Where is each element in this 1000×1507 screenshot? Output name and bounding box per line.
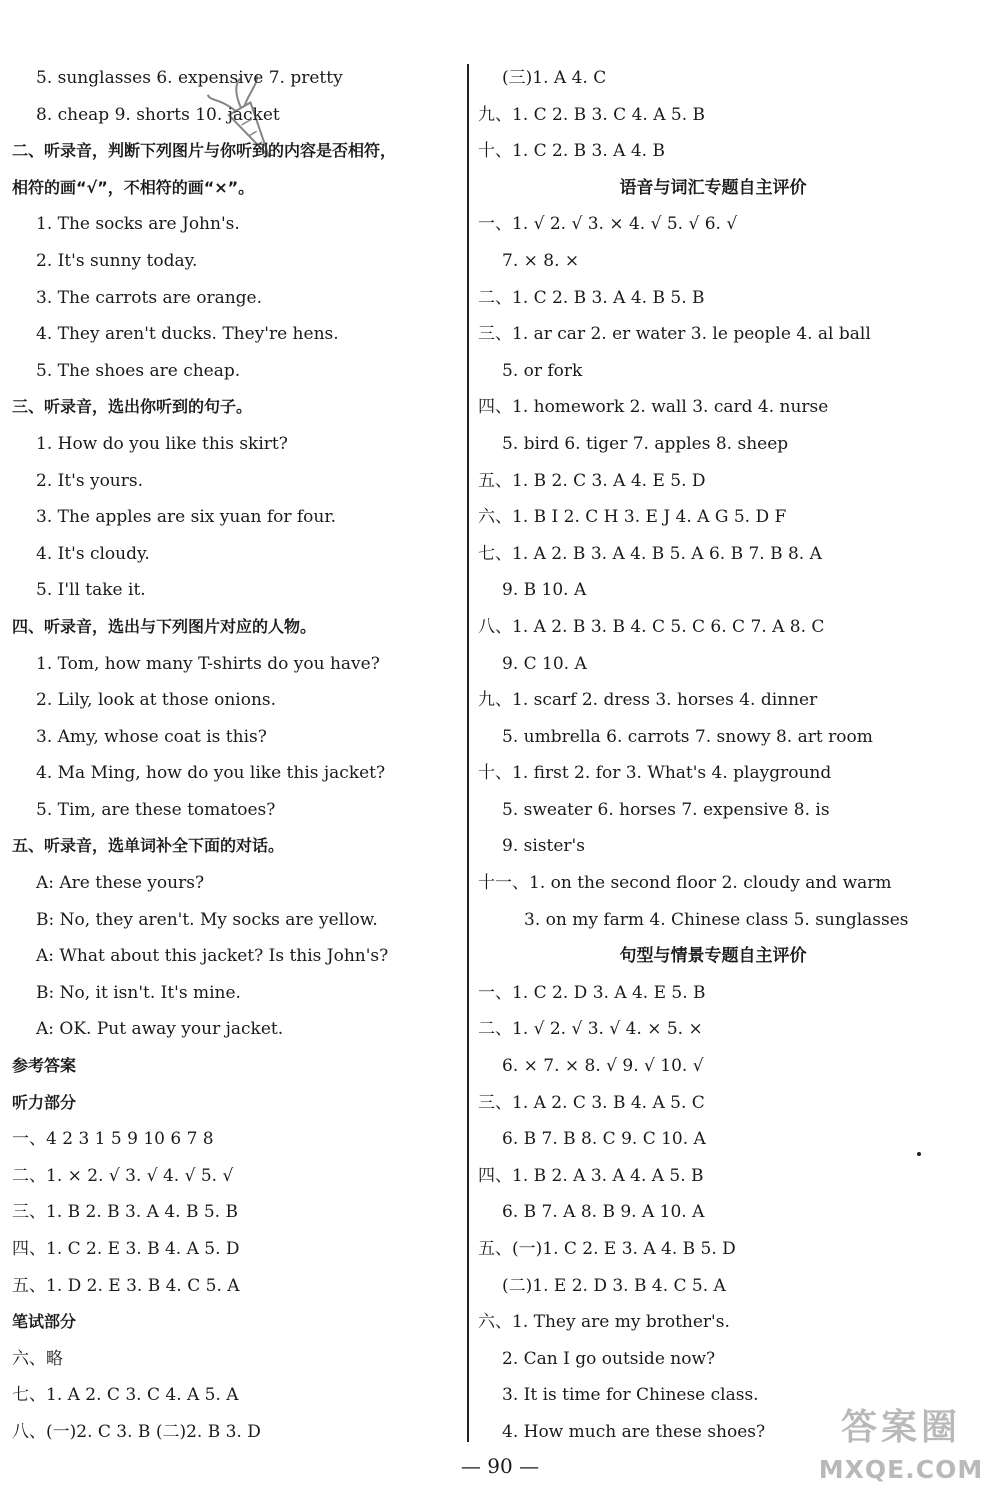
text-line: 5. sweater 6. horses 7. expensive 8. is <box>502 799 830 820</box>
text-line: 七、1. A 2. B 3. A 4. B 5. A 6. B 7. B 8. A <box>478 543 822 564</box>
text-line: 2. It's sunny today. <box>36 250 198 271</box>
text-line: 9. sister's <box>502 836 585 857</box>
text-line: 十、1. first 2. for 3. What's 4. playground <box>478 763 832 784</box>
section-heading: 二、听录音，判断下列图片与你听到的内容是否相符， <box>12 141 397 161</box>
text-line: 3. It is time for Chinese class. <box>502 1385 759 1406</box>
text-line: 3. The apples are six yuan for four. <box>36 507 337 528</box>
text-line: 2. It's yours. <box>36 470 144 491</box>
text-line: 5. I'll take it. <box>36 580 146 601</box>
text-line: 九、1. C 2. B 3. C 4. A 5. B <box>478 104 706 125</box>
text-line: (二)1. E 2. D 3. B 4. C 5. A <box>502 1275 726 1296</box>
text-line: 6. B 7. B 8. C 9. C 10. A <box>502 1129 706 1150</box>
text-line: 7. × 8. × <box>502 250 580 271</box>
text-line: 二、1. √ 2. √ 3. √ 4. × 5. × <box>478 1019 703 1040</box>
text-line: A: OK. Put away your jacket. <box>36 1019 284 1040</box>
text-line: 五、(一)1. C 2. E 3. A 4. B 5. D <box>478 1239 736 1259</box>
text-line: 9. B 10. A <box>502 580 587 601</box>
text-line: 十一、1. on the second floor 2. cloudy and warm <box>478 873 892 894</box>
text-line: B: No, it isn't. It's mine. <box>36 982 241 1003</box>
text-line: 4. They aren't ducks. They're hens. <box>36 324 339 345</box>
text-line: 1. How do you like this skirt? <box>36 433 288 454</box>
text-line: 一、1. √ 2. √ 3. × 4. √ 5. √ 6. √ <box>478 214 738 235</box>
section-heading: 五、听录音，选单词补全下面的对话。 <box>12 836 285 856</box>
text-line: 一、1. C 2. D 3. A 4. E 5. B <box>478 982 706 1003</box>
watermark-url: MXQE.COM <box>818 1455 984 1484</box>
section-heading: 笔试部分 <box>12 1312 77 1332</box>
text-line: (三)1. A 4. C <box>502 68 607 88</box>
section-heading: 语音与词汇专题自主评价 <box>619 177 807 198</box>
text-line: 3. Amy, whose coat is this? <box>36 726 267 747</box>
text-line: 6. B 7. A 8. B 9. A 10. A <box>502 1202 705 1223</box>
stray-dot <box>917 1152 921 1156</box>
text-line: 1. The socks are John's. <box>36 214 240 235</box>
text-line: 四、1. B 2. A 3. A 4. A 5. B <box>478 1165 704 1186</box>
text-line: 五、1. B 2. C 3. A 4. E 5. D <box>478 470 706 491</box>
watermark-logo <box>812 1404 990 1500</box>
text-line: 六、1. B I 2. C H 3. E J 4. A G 5. D F <box>478 507 787 528</box>
watermark-text: 答案圈 <box>840 1407 961 1448</box>
text-line: 4. It's cloudy. <box>36 543 150 564</box>
text-line: 5. Tim, are these tomatoes? <box>36 799 276 820</box>
text-line: 3. The carrots are orange. <box>36 287 262 308</box>
text-line: 九、1. scarf 2. dress 3. horses 4. dinner <box>478 690 818 711</box>
column-divider <box>467 64 469 1442</box>
text-line: 八、(一)2. C 3. B (二)2. B 3. D <box>12 1421 261 1442</box>
section-heading: 参考答案 <box>12 1056 77 1076</box>
section-heading: 相符的画“√”，不相符的画“×”。 <box>12 177 255 197</box>
text-line: 3. on my farm 4. Chinese class 5. sunglasses <box>524 909 909 930</box>
section-heading: 句型与情景专题自主评价 <box>619 946 807 967</box>
left-column <box>12 60 460 1451</box>
text-line: 5. bird 6. tiger 7. apples 8. sheep <box>502 433 789 454</box>
section-heading: 四、听录音，选出与下列图片对应的人物。 <box>12 616 317 636</box>
text-line: 三、1. ar car 2. er water 3. le people 4. al ball <box>478 324 871 345</box>
section-heading: 听力部分 <box>12 1092 77 1112</box>
text-line: 6. × 7. × 8. √ 9. √ 10. √ <box>502 1056 704 1077</box>
text-line: 2. Lily, look at those onions. <box>36 690 277 711</box>
text-line: 4. How much are these shoes? <box>502 1421 766 1442</box>
text-line: 七、1. A 2. C 3. C 4. A 5. A <box>12 1385 239 1406</box>
text-line: B: No, they aren't. My socks are yellow. <box>36 909 378 930</box>
text-line: 5. sunglasses 6. expensive 7. pretty <box>36 68 343 88</box>
text-line: 5. umbrella 6. carrots 7. snowy 8. art room <box>502 726 873 747</box>
text-line: 三、1. B 2. B 3. A 4. B 5. B <box>12 1202 238 1223</box>
text-line: 二、1. × 2. √ 3. √ 4. √ 5. √ <box>12 1165 234 1186</box>
text-line: 八、1. A 2. B 3. B 4. C 5. C 6. C 7. A 8. C <box>478 616 825 637</box>
text-line: 5. or fork <box>502 360 583 381</box>
text-line: 5. The shoes are cheap. <box>36 360 241 381</box>
text-line: A: Are these yours? <box>36 873 205 894</box>
text-line: A: What about this jacket? Is this John's? <box>36 946 389 967</box>
text-line: 四、1. homework 2. wall 3. card 4. nurse <box>478 397 829 418</box>
text-line: 4. Ma Ming, how do you like this jacket? <box>36 763 386 784</box>
text-line: 8. cheap 9. shorts 10. jacket <box>36 104 280 125</box>
text-line: 十、1. C 2. B 3. A 4. B <box>478 141 665 162</box>
text-line: 六、略 <box>12 1348 63 1369</box>
page-number: — 90 — <box>460 1454 540 1478</box>
text-line: 1. Tom, how many T-shirts do you have? <box>36 653 380 674</box>
text-line: 四、1. C 2. E 3. B 4. A 5. D <box>12 1239 240 1259</box>
text-line: 一、4 2 3 1 5 9 10 6 7 8 <box>12 1129 214 1150</box>
text-line: 三、1. A 2. C 3. B 4. A 5. C <box>478 1092 705 1113</box>
text-line: 六、1. They are my brother's. <box>478 1312 730 1333</box>
text-line: 9. C 10. A <box>502 653 587 674</box>
text-line: 2. Can I go outside now? <box>502 1348 716 1369</box>
right-column <box>478 60 948 1451</box>
text-line: 二、1. C 2. B 3. A 4. B 5. B <box>478 287 705 308</box>
section-heading: 三、听录音，选出你听到的句子。 <box>12 397 253 417</box>
text-line: 五、1. D 2. E 3. B 4. C 5. A <box>12 1275 240 1296</box>
